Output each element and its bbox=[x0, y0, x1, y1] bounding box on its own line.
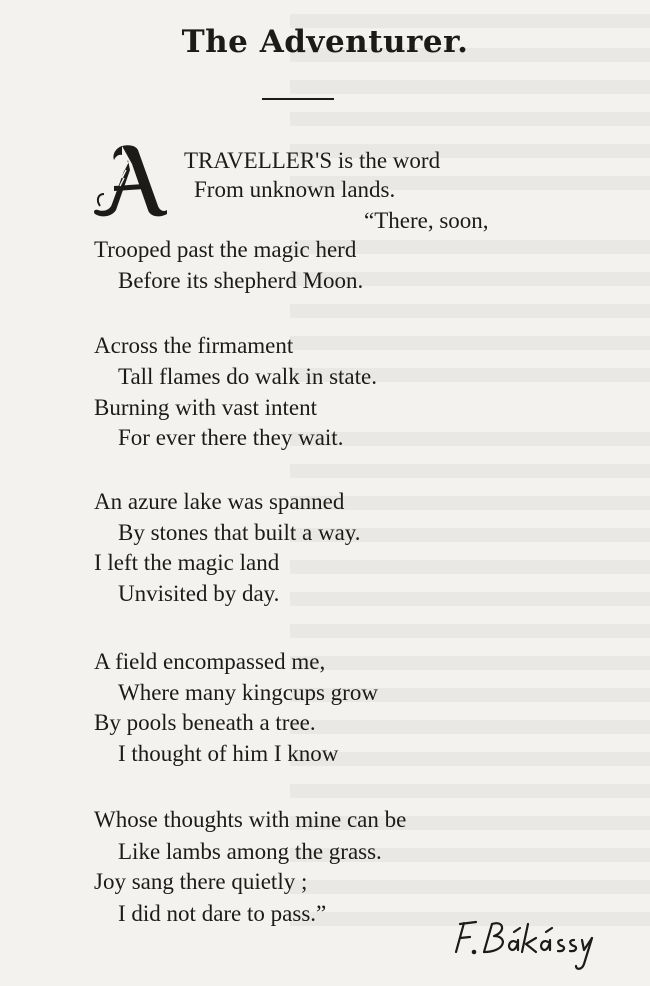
poem-line: For ever there they wait. bbox=[118, 425, 344, 450]
poem-line: Whose thoughts with mine can be bbox=[94, 807, 407, 832]
poem-line: I thought of him I know bbox=[118, 741, 339, 766]
poem-line: “There, soon, bbox=[364, 208, 489, 233]
poem-line: By pools beneath a tree. bbox=[94, 710, 316, 735]
poem-line: Burning with vast intent bbox=[94, 395, 317, 420]
poem-line: Unvisited by day. bbox=[118, 581, 280, 606]
poem-line: Before its shepherd Moon. bbox=[118, 268, 364, 293]
poem-line: A field encompassed me, bbox=[94, 649, 326, 674]
poem-line: By stones that built a way. bbox=[118, 520, 361, 545]
poem-line: Across the firmament bbox=[94, 333, 294, 358]
page-title: The Adventurer. bbox=[181, 24, 469, 60]
poem-line: Joy sang there quietly ; bbox=[94, 869, 308, 894]
poem-line: An azure lake was spanned bbox=[94, 489, 345, 514]
author-signature bbox=[450, 912, 600, 976]
poem-line: Trooped past the magic herd bbox=[94, 237, 357, 262]
drop-cap-letter bbox=[92, 140, 168, 218]
poem-line: Where many kingcups grow bbox=[118, 680, 378, 705]
poem-line: Tall flames do walk in state. bbox=[118, 364, 377, 389]
poem-line: I did not dare to pass.” bbox=[118, 901, 327, 926]
poem-line: TRAVELLER'S is the word bbox=[184, 148, 441, 173]
poem-line: I left the magic land bbox=[94, 550, 280, 575]
poem-line: Like lambs among the grass. bbox=[118, 839, 382, 864]
poem-line: From unknown lands. bbox=[194, 177, 396, 202]
title-divider bbox=[262, 98, 334, 100]
